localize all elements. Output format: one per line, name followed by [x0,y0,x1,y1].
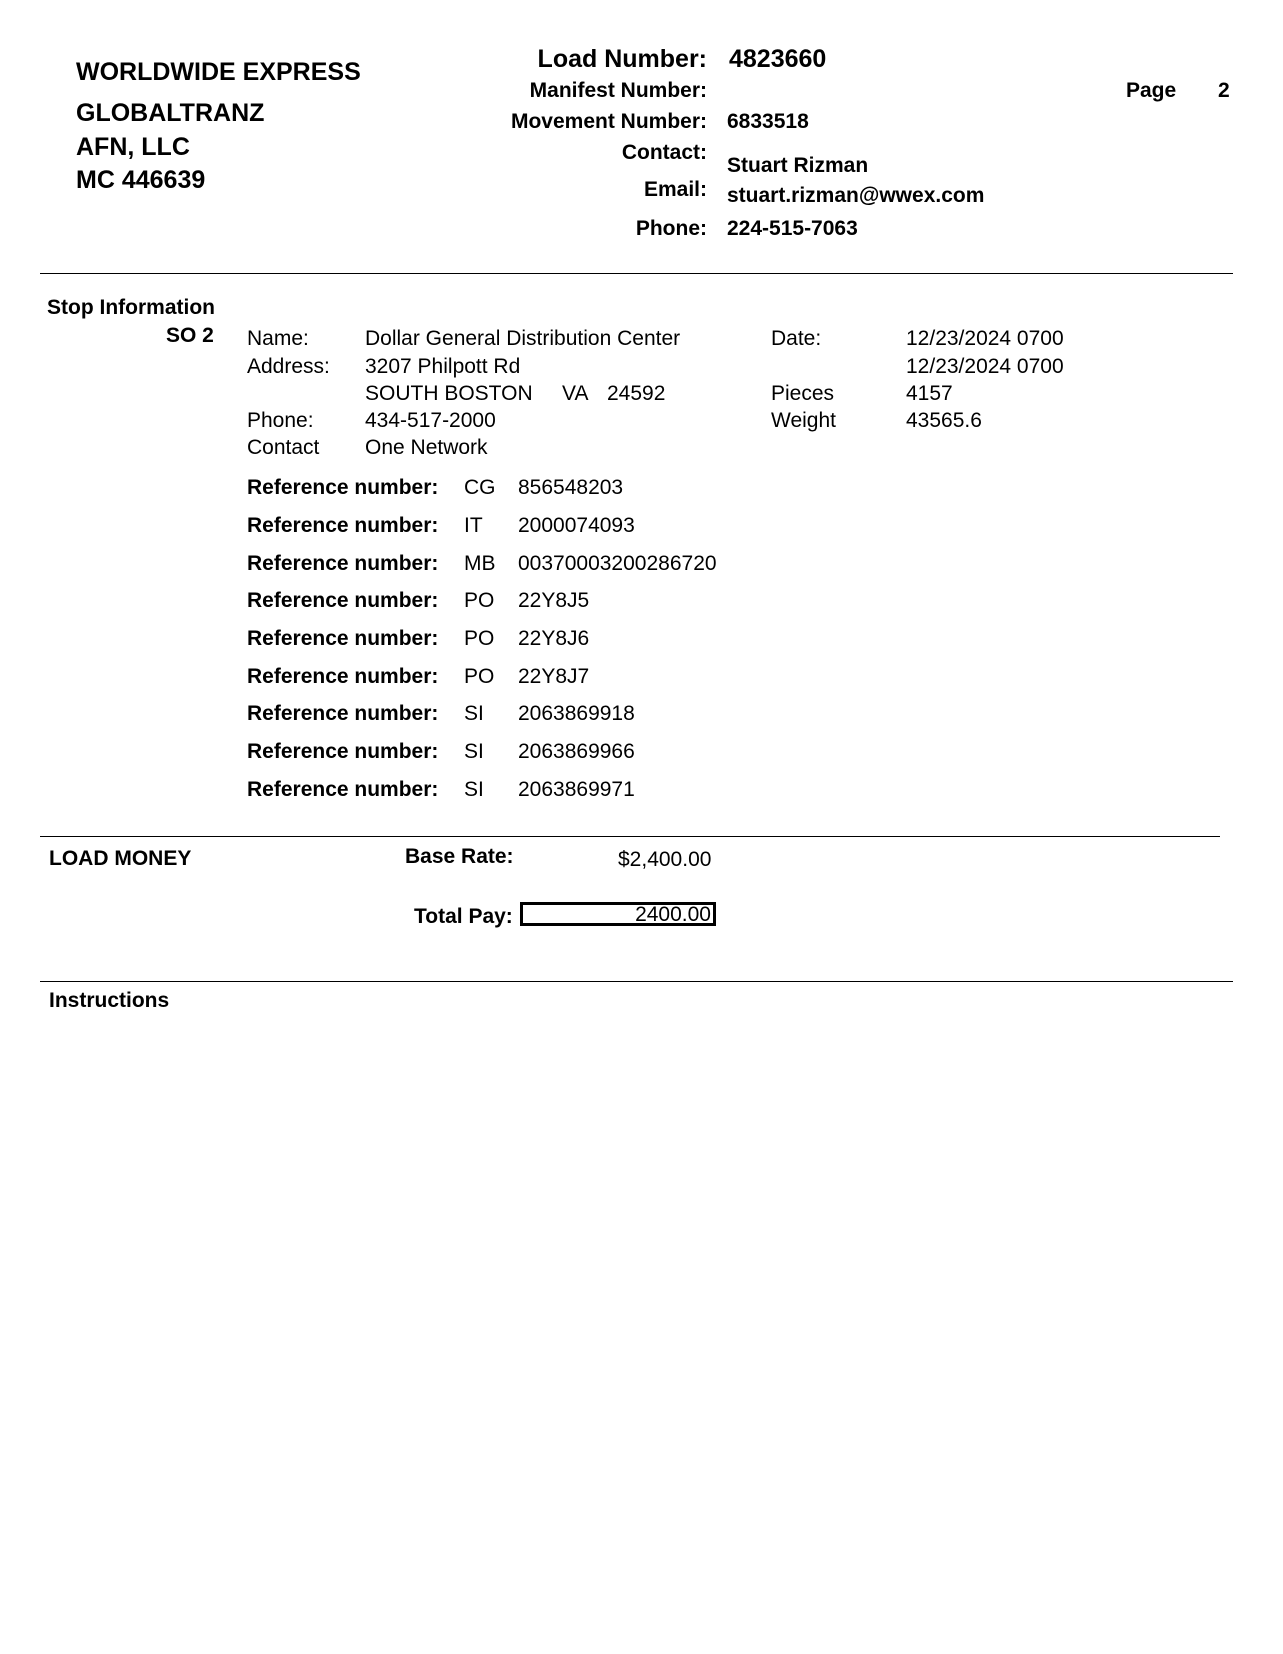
total-pay-label: Total Pay: [414,905,513,928]
company-name: WORLDWIDE EXPRESS [76,58,361,86]
reference-label: Reference number: [247,552,439,575]
stop-name-value: Dollar General Distribution Center [365,327,681,350]
stop-address-line1: 3207 Philpott Rd [365,355,521,378]
reference-code: PO [464,665,495,688]
stop-information-title: Stop Information [47,296,215,319]
reference-code: IT [464,514,483,537]
base-rate-label: Base Rate: [405,845,514,868]
reference-value: 2063869971 [518,778,635,801]
reference-value: 856548203 [518,476,624,499]
stop-date-from: 12/23/2024 0700 [906,327,1064,350]
header-divider-line [40,273,1233,274]
company-name-secondary: GLOBALTRANZ [76,99,265,127]
load-number-label: Load Number: [537,45,707,73]
reference-code: MB [464,552,496,575]
phone-value: 224-515-7063 [727,217,858,240]
reference-label: Reference number: [247,476,439,499]
stop-date-to: 12/23/2024 0700 [906,355,1064,378]
contact-label: Contact: [621,141,707,164]
stop-date-label: Date: [771,327,822,350]
reference-label: Reference number: [247,778,439,801]
reference-label: Reference number: [247,627,439,650]
stop-contact-label: Contact [247,436,320,459]
stop-city: SOUTH BOSTON [365,382,533,405]
load-number-value: 4823660 [729,45,827,73]
stop-name-label: Name: [247,327,309,350]
reference-label: Reference number: [247,702,439,725]
load-money-title: LOAD MONEY [49,847,192,870]
page-number: 2 [1218,79,1230,102]
stop-weight-label: Weight [771,409,836,432]
reference-label: Reference number: [247,589,439,612]
phone-label: Phone: [635,217,707,240]
manifest-number-label: Manifest Number: [529,79,707,102]
reference-code: SI [464,702,484,725]
reference-value: 2063869966 [518,740,635,763]
stop-divider [40,836,1220,837]
stop-contact-value: One Network [365,436,488,459]
base-rate-value: $2,400.00 [618,848,712,871]
reference-code: SI [464,778,484,801]
stop-phone-label: Phone: [247,409,314,432]
reference-label: Reference number: [247,514,439,537]
movement-number-label: Movement Number: [510,110,707,133]
reference-value: 00370003200286720 [518,552,717,575]
reference-code: CG [464,476,496,499]
reference-value: 2000074093 [518,514,635,537]
company-legal-name: AFN, LLC [76,133,190,161]
reference-code: PO [464,589,495,612]
reference-value: 22Y8J6 [518,627,590,650]
reference-value: 22Y8J7 [518,665,590,688]
instructions-title: Instructions [49,989,170,1012]
page-label: Page [1126,79,1177,102]
contact-value: Stuart Rizman [727,154,869,177]
total-pay-value: 2400.00 [635,903,711,926]
email-label: Email: [643,178,707,201]
stop-pieces-label: Pieces [771,382,835,405]
stop-state: VA [562,382,589,405]
total-pay-box [520,902,716,926]
reference-label: Reference number: [247,740,439,763]
stop-id: SO 2 [166,324,214,347]
money-divider [40,981,1233,982]
email-value: stuart.rizman@wwex.com [727,184,985,207]
reference-code: PO [464,627,495,650]
movement-number-value: 6833518 [727,110,809,133]
stop-weight-value: 43565.6 [906,409,982,432]
stop-address-label: Address: [247,355,330,378]
mc-number: MC 446639 [76,166,206,194]
stop-pieces-value: 4157 [906,382,953,405]
stop-phone-value: 434-517-2000 [365,409,496,432]
reference-value: 22Y8J5 [518,589,590,612]
reference-code: SI [464,740,484,763]
reference-label: Reference number: [247,665,439,688]
reference-value: 2063869918 [518,702,635,725]
stop-zip: 24592 [607,382,666,405]
